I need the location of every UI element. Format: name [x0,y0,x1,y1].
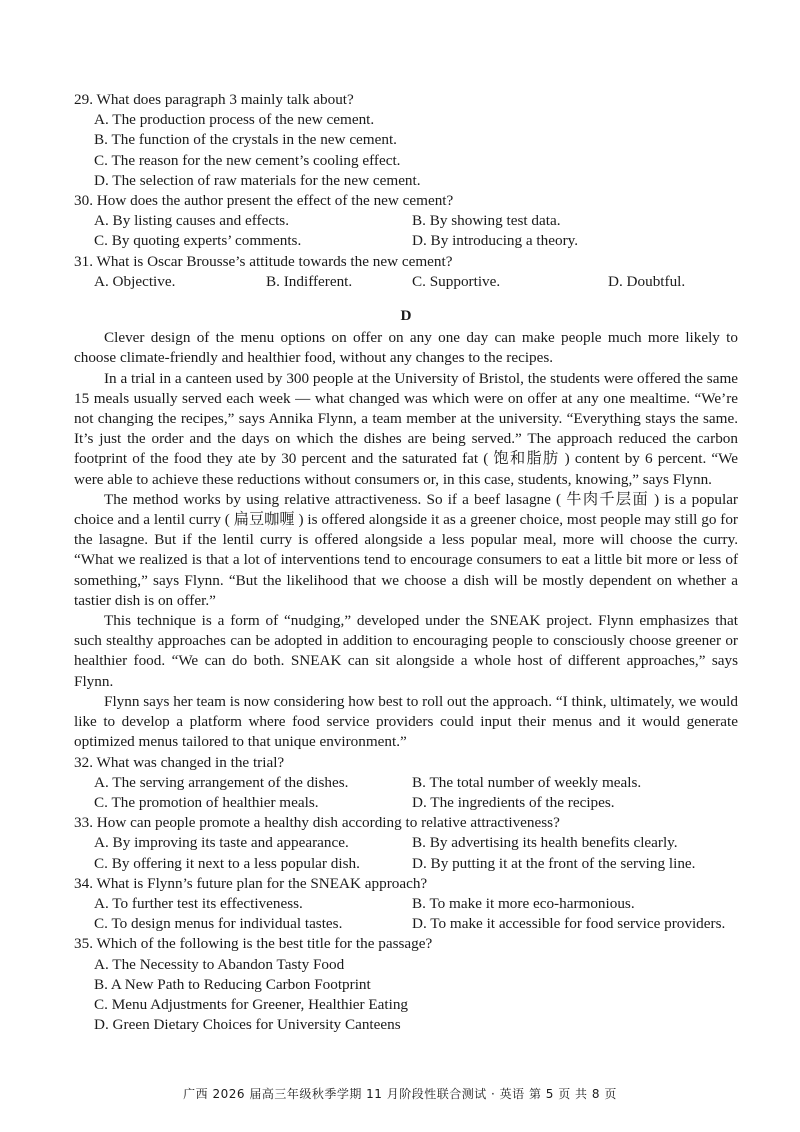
option-d: D. By putting it at the front of the serving line. [412,854,696,872]
option-d: D. The selection of raw materials for the new cement. [94,171,421,189]
question-31 [74,252,738,292]
option-c: C. Supportive. [412,272,501,290]
question-34 [74,874,738,935]
question-30 [74,191,738,252]
question-35 [74,934,738,1035]
option-a: A. To further test its effectiveness. [94,894,303,912]
option-row [94,914,738,934]
option-b: B. The total number of weekly meals. [412,773,642,791]
page-footer: 广西 2026 届高三年级秋季学期 11 月阶段性联合测试 · 英语 第 5 页 共 8 页 [183,1087,617,1101]
option-row [94,894,738,914]
paragraph: This technique is a form of “nudging,” developed under the SNEAK project. Flynn emphasizes that such stealthy approaches can be adopted in addition to encouraging people to consciously choose greener or healthier food. “We can do both. SNEAK can sit alongside a whole host of different approaches,” says Flynn. [74,612,738,690]
option-a: A. The production process of the new cement. [94,111,375,129]
option-row [94,793,738,813]
option-d: D. Green Dietary Choices for University Canteens [94,1016,401,1034]
passage [74,328,738,752]
option-b: B. By advertising its health benefits clearly. [412,834,678,852]
option-d: D. By introducing a theory. [412,232,579,250]
question-29 [74,90,738,191]
option-c: C. Menu Adjustments for Greener, Healthier Eating [94,995,409,1013]
section-heading: D [400,307,412,325]
option-c: C. To design menus for individual tastes. [94,915,343,933]
option-c: C. The promotion of healthier meals. [94,793,319,811]
option-a: A. By listing causes and effects. [94,212,290,230]
question-stem: 33. How can people promote a healthy dish according to relative attractiveness? [74,814,560,832]
option-a: A. The Necessity to Abandon Tasty Food [94,955,345,973]
option-c: C. By quoting experts’ comments. [94,232,302,250]
question-33 [74,813,738,874]
question-stem: 35. Which of the following is the best title for the passage? [74,935,433,953]
option-row [94,272,738,292]
option-row [94,854,738,874]
question-stem: 30. How does the author present the effect of the new cement? [74,192,454,210]
option-row [94,211,738,231]
option-c: C. The reason for the new cement’s cooling effect. [94,151,401,169]
question-stem: 34. What is Flynn’s future plan for the SNEAK approach? [74,874,428,892]
option-d: D. Doubtful. [608,272,686,290]
paragraph: Flynn says her team is now considering how best to roll out the approach. “I think, ultimately, we would like to develop a platform where food service providers could input their menus and it would generate optimized menus tailored to that unique environment.” [74,692,738,751]
question-stem: 31. What is Oscar Brousse’s attitude towards the new cement? [74,252,453,270]
option-c: C. By offering it next to a less popular dish. [94,854,360,872]
paragraph: The method works by using relative attractiveness. So if a beef lasagne ( 牛肉千层面 ) is a popular choice and a lentil curry ( 扁豆咖喱 ) is offered alongside it as a greener choice, most people may still go for the lasagne. But if the lentil curry is offered alongside a less popular meal, more will choose the curry. “What we realized is that a lot of interventions tend to encourage consumers to eat a little bit more or less of something,” says Flynn. “But the likelihood that we choose a dish will be mostly dependent on whether a tastier dish is on offer.” [74,490,738,609]
option-b: B. The function of the crystals in the new cement. [94,131,397,149]
question-32 [74,753,738,814]
exam-page [74,90,738,1035]
option-a: A. By improving its taste and appearance. [94,834,349,852]
question-stem: 32. What was changed in the trial? [74,753,285,771]
option-row [94,231,738,251]
option-row [94,773,738,793]
option-a: A. The serving arrangement of the dishes. [94,773,349,791]
option-b: B. To make it more eco-harmonious. [412,894,635,912]
option-d: D. To make it accessible for food service providers. [412,915,726,933]
option-b: B. Indifferent. [266,272,353,290]
option-a: A. Objective. [94,272,176,290]
paragraph: In a trial in a canteen used by 300 people at the University of Bristol, the students were offered the same 15 meals usually served each week — what changed was which were on offer at any one mealtime. “We’re not changing the recipes,” says Annika Flynn, a team member at the university. “Everything stays the same. It’s just the order and the days on which the dishes are being served.” The approach reduced the carbon footprint of the food they ate by 30 percent and the saturated fat ( 饱和脂肪 ) content by 6 percent. “We were able to achieve these reductions without consumers or, in this case, students, knowing,” says Flynn. [74,369,738,488]
option-row [94,833,738,853]
option-b: B. A New Path to Reducing Carbon Footprint [94,975,371,993]
question-stem: 29. What does paragraph 3 mainly talk about? [74,91,354,108]
paragraph: Clever design of the menu options on offer on any one day can make people much more likely to choose climate-friendly and healthier food, without any changes to the recipes. [74,329,738,367]
option-d: D. The ingredients of the recipes. [412,793,615,811]
option-b: B. By showing test data. [412,212,561,230]
